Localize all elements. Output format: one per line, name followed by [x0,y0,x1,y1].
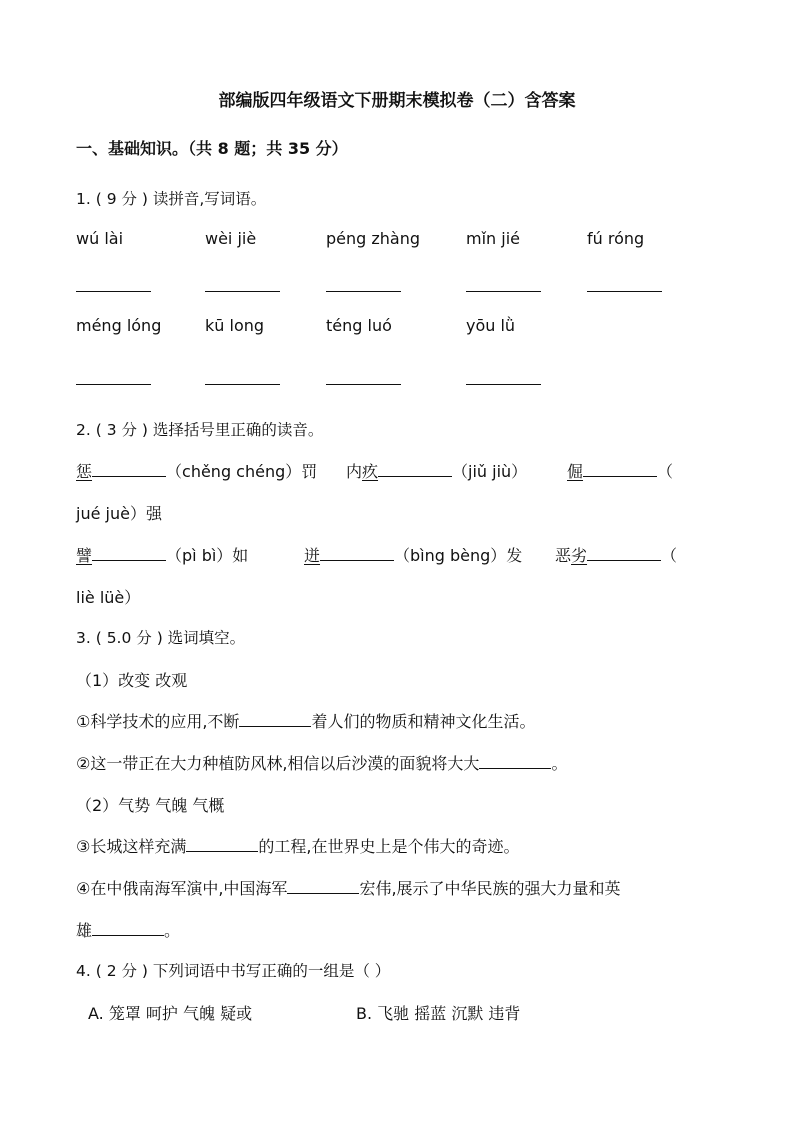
target-char: 譬 [76,546,93,565]
item-prefix: 恶 [555,546,572,565]
sentence-1 [76,709,535,732]
target-char: 惩 [76,462,93,481]
word-group-2: （2）气势 气魄 气概 [76,796,225,815]
answer-blank[interactable] [239,709,311,727]
pinyin-4: mǐn jié [466,229,520,248]
target-char: 疚 [362,462,379,481]
pronunciation-options: （jiǔ jiù） [452,462,528,481]
item-prefix: 内 [346,462,363,481]
sentence-text: ②这一带正在大力种植防风林,相信以后沙漠的面貌将大大 [76,754,480,773]
page-title: 部编版四年级语文下册期末模拟卷（二）含答案 [218,91,576,111]
sentence-text: 雄 [76,921,93,940]
answer-blank[interactable] [205,291,280,292]
pinyin-7: kū long [205,316,265,335]
sentence-text: 着人们的物质和精神文化生活。 [311,712,536,731]
sentence-4 [76,876,621,899]
answer-blank[interactable] [287,876,359,894]
pronunciation-options: （chěng chéng）罚 [166,462,318,481]
pronunciation-item-f-cont: liè lüè） [76,588,141,607]
sentence-3 [76,834,519,857]
answer-blank[interactable] [186,834,258,852]
sentence-text: ④在中俄南海军演中,中国海军 [76,879,288,898]
sentence-text: ③长城这样充满 [76,837,187,856]
answer-blank[interactable] [466,291,541,292]
target-char: 劣 [571,546,588,565]
answer-blank[interactable] [378,459,452,477]
answer-blank[interactable] [587,291,662,292]
pinyin-3: péng zhàng [326,229,421,248]
sentence-text: 宏伟,展示了中华民族的强大力量和英 [359,879,621,898]
option-a[interactable]: A. 笼罩 呵护 气魄 疑或 [88,1004,253,1023]
option-b[interactable]: B. 飞驰 摇蓝 沉默 违背 [356,1004,521,1023]
pronunciation-options: （bìng bèng）发 [394,546,523,565]
answer-blank[interactable] [92,543,166,561]
pronunciation-item-a [76,459,317,482]
answer-blank[interactable] [205,384,280,385]
answer-blank[interactable] [587,543,661,561]
pronunciation-item-d [76,543,248,566]
sentence-text: 。 [164,921,181,940]
pronunciation-options: （pì bì）如 [166,546,249,565]
pronunciation-item-c [567,459,673,482]
pinyin-5: fú róng [587,229,645,248]
sentence-2 [76,751,567,774]
answer-blank[interactable] [479,751,551,769]
question-1-stem: 1. ( 9 分 ) 读拼音,写词语。 [76,190,267,208]
pinyin-1: wú lài [76,229,124,248]
answer-blank[interactable] [466,384,541,385]
question-4-stem: 4. ( 2 分 ) 下列词语中书写正确的一组是（ ） [76,962,391,980]
answer-blank[interactable] [326,384,401,385]
answer-blank[interactable] [583,459,657,477]
target-char: 倔 [567,462,584,481]
sentence-4-cont [76,918,180,941]
answer-blank[interactable] [76,384,151,385]
pinyin-9: yōu lǜ [466,316,516,335]
bracket: （ [657,462,674,481]
answer-blank[interactable] [92,459,166,477]
pronunciation-item-f [555,543,677,566]
pinyin-8: téng luó [326,316,392,335]
pronunciation-item-b [346,459,527,482]
word-group-1: （1）改变 改观 [76,671,188,690]
answer-blank[interactable] [76,291,151,292]
section-heading: 一、基础知识。（共 8 题；共 35 分） [76,139,348,158]
answer-blank[interactable] [92,918,164,936]
answer-blank[interactable] [320,543,394,561]
bracket: （ [661,546,678,565]
target-char: 迸 [304,546,321,565]
sentence-text: 。 [551,754,568,773]
pronunciation-item-e [304,543,522,566]
pinyin-6: méng lóng [76,316,162,335]
sentence-text: 的工程,在世界史上是个伟大的奇迹。 [258,837,520,856]
sentence-text: ①科学技术的应用,不断 [76,712,240,731]
pinyin-2: wèi jiè [205,229,257,248]
pronunciation-item-c-cont: jué juè）强 [76,504,162,523]
answer-blank[interactable] [326,291,401,292]
question-2-stem: 2. ( 3 分 ) 选择括号里正确的读音。 [76,421,324,439]
question-3-stem: 3. ( 5.0 分 ) 选词填空。 [76,629,246,647]
